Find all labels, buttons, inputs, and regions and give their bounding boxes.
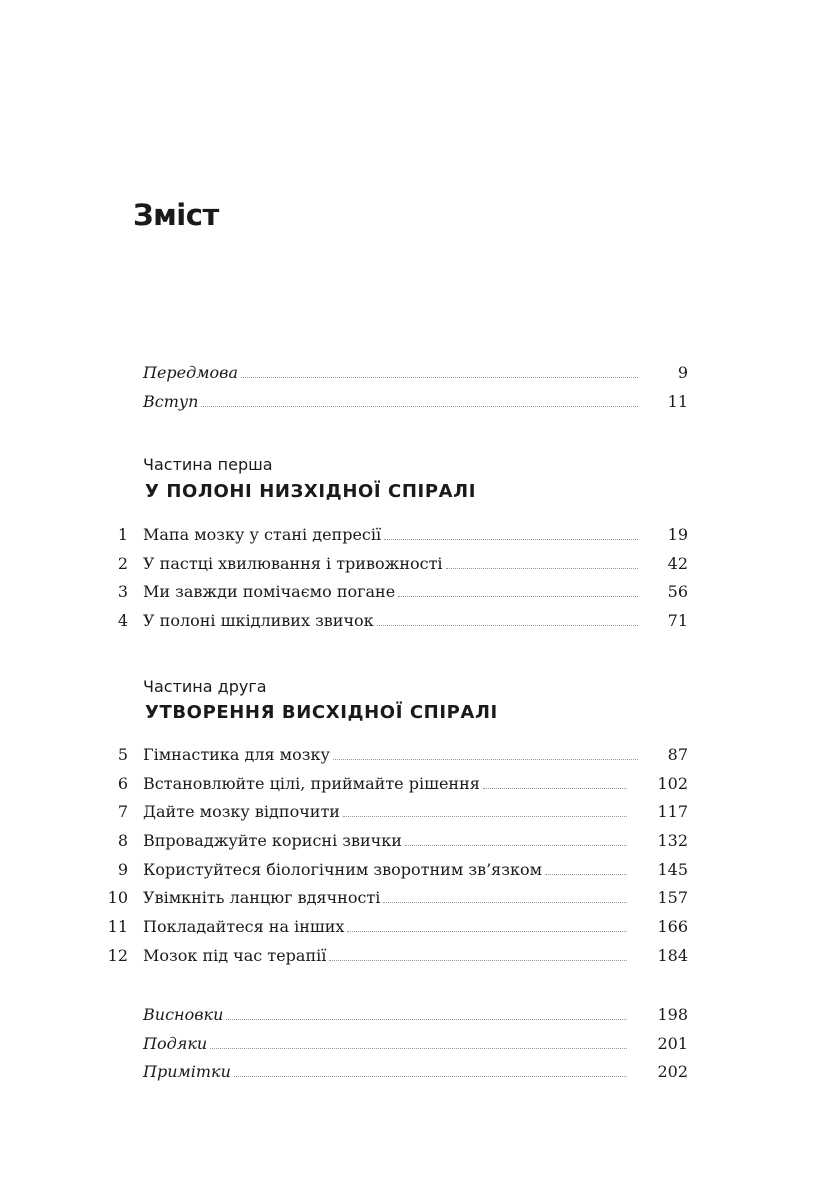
entry-page: 56 bbox=[667, 582, 688, 602]
part-label: Частина перша bbox=[143, 455, 273, 474]
back-matter bbox=[0, 1001, 823, 1087]
entry-title: Встановлюйте цілі, приймайте рішення bbox=[143, 773, 480, 793]
entry-page: 166 bbox=[657, 917, 688, 937]
entry-title: У пастці хвилювання і тривожності bbox=[143, 553, 443, 573]
entry-title: Дайте мозку відпочити bbox=[143, 802, 340, 822]
entry-page: 198 bbox=[657, 1005, 688, 1024]
toc-entry[interactable] bbox=[0, 578, 823, 607]
entry-page: 11 bbox=[667, 391, 688, 411]
toc-entry[interactable] bbox=[0, 856, 823, 885]
leader-dots bbox=[545, 874, 627, 875]
chapter-number: 3 bbox=[117, 582, 128, 602]
chapter-number: 6 bbox=[117, 773, 128, 793]
entry-title: У полоні шкідливих звичок bbox=[143, 611, 374, 631]
entry-page: 42 bbox=[667, 553, 688, 573]
leader-dots bbox=[377, 625, 638, 626]
part-heading: УТВОРЕННЯ ВИСХІДНОЇ СПІРАЛІ bbox=[145, 702, 498, 723]
entry-title: Увімкніть ланцюг вдячності bbox=[143, 888, 381, 908]
toc-entry[interactable] bbox=[0, 942, 823, 971]
toc-entry[interactable] bbox=[0, 770, 823, 799]
entry-page: 202 bbox=[657, 1062, 688, 1082]
entry-page: 184 bbox=[657, 945, 688, 965]
chapter-number: 10 bbox=[107, 888, 128, 908]
entry-title: Висновки bbox=[143, 1005, 224, 1024]
toc-entry[interactable] bbox=[0, 607, 823, 636]
leader-dots bbox=[201, 406, 637, 407]
chapter-number: 4 bbox=[117, 611, 128, 631]
chapter-number: 9 bbox=[117, 859, 128, 879]
chapter-number: 8 bbox=[117, 831, 128, 851]
entry-title: Подяки bbox=[143, 1033, 208, 1053]
entry-title: Впроваджуйте корисні звички bbox=[143, 831, 402, 851]
toc-entry[interactable] bbox=[0, 521, 823, 550]
leader-dots bbox=[333, 759, 638, 760]
chapter-number: 1 bbox=[117, 525, 128, 544]
leader-dots bbox=[241, 377, 638, 378]
part-2-chapters bbox=[0, 741, 823, 971]
entry-page: 132 bbox=[657, 831, 688, 851]
entry-page: 157 bbox=[657, 888, 688, 908]
toc-entry[interactable] bbox=[0, 1030, 823, 1059]
page-title: Зміст bbox=[133, 198, 219, 232]
toc-entry[interactable] bbox=[0, 1001, 823, 1030]
entry-title: Вступ bbox=[143, 391, 199, 411]
toc-entry[interactable] bbox=[0, 550, 823, 579]
chapter-number: 7 bbox=[117, 802, 128, 822]
front-matter bbox=[0, 359, 823, 416]
leader-dots bbox=[383, 902, 627, 903]
entry-page: 9 bbox=[677, 363, 688, 382]
entry-page: 87 bbox=[667, 745, 688, 764]
toc-entry[interactable] bbox=[0, 741, 823, 770]
leader-dots bbox=[405, 845, 628, 846]
entry-title: Ми завжди помічаємо погане bbox=[143, 582, 396, 602]
entry-title: Мапа мозку у стані депресії bbox=[143, 525, 382, 544]
part-heading: У ПОЛОНІ НИЗХІДНОЇ СПІРАЛІ bbox=[145, 481, 476, 502]
toc-entry[interactable] bbox=[0, 827, 823, 856]
leader-dots bbox=[234, 1076, 628, 1077]
toc-entry[interactable] bbox=[0, 913, 823, 942]
chapter-number: 5 bbox=[117, 745, 128, 764]
chapter-number: 12 bbox=[107, 945, 128, 965]
entry-title: Гімнастика для мозку bbox=[143, 745, 330, 764]
toc-entry[interactable] bbox=[0, 798, 823, 827]
leader-dots bbox=[384, 539, 638, 540]
chapter-number: 2 bbox=[117, 553, 128, 573]
part-label: Частина друга bbox=[143, 677, 267, 696]
leader-dots bbox=[226, 1019, 627, 1020]
entry-page: 19 bbox=[667, 525, 688, 544]
entry-page: 201 bbox=[657, 1033, 688, 1053]
entry-title: Покладайтеся на інших bbox=[143, 917, 345, 937]
toc-entry[interactable] bbox=[0, 884, 823, 913]
toc-entry[interactable] bbox=[0, 388, 823, 417]
entry-page: 71 bbox=[667, 611, 688, 631]
leader-dots bbox=[398, 596, 637, 597]
toc-entry[interactable] bbox=[0, 359, 823, 388]
leader-dots bbox=[343, 816, 628, 817]
leader-dots bbox=[210, 1048, 627, 1049]
entry-title: Користуйтеся біологічним зворотним зв’язком bbox=[143, 859, 543, 879]
entry-page: 117 bbox=[657, 802, 688, 822]
chapter-number: 11 bbox=[107, 917, 128, 937]
entry-page: 145 bbox=[657, 859, 688, 879]
toc-entry[interactable] bbox=[0, 1058, 823, 1087]
entry-title: Мозок під час терапії bbox=[143, 945, 327, 965]
leader-dots bbox=[483, 788, 628, 789]
leader-dots bbox=[329, 960, 627, 961]
entry-page: 102 bbox=[657, 773, 688, 793]
entry-title: Передмова bbox=[143, 363, 239, 382]
entry-title: Примітки bbox=[143, 1062, 231, 1082]
leader-dots bbox=[347, 931, 627, 932]
leader-dots bbox=[446, 568, 638, 569]
part-1-chapters bbox=[0, 521, 823, 636]
